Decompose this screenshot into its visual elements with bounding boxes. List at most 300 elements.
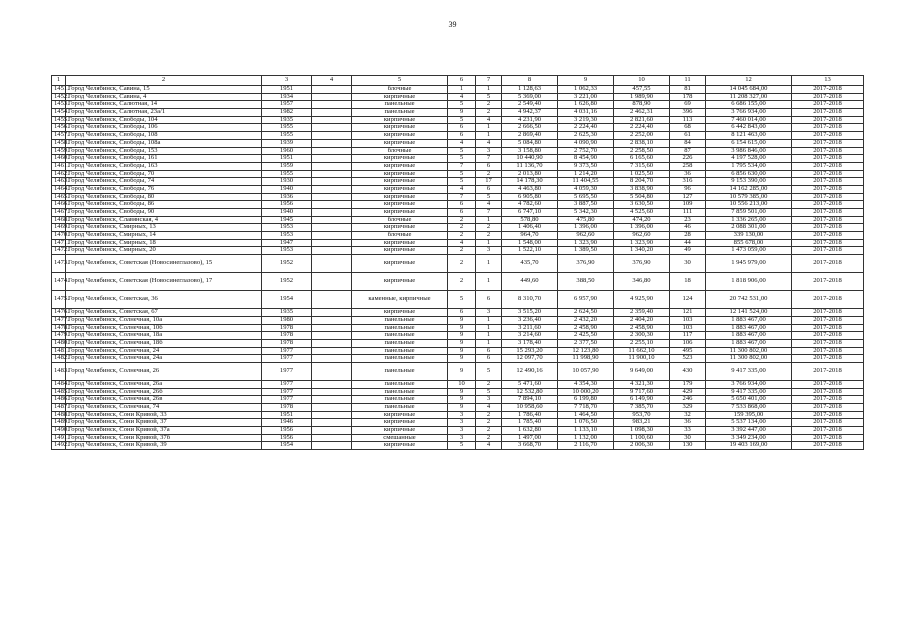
floors-cell: 7: [448, 193, 476, 201]
material-cell: панельные: [352, 362, 448, 380]
row-number: 1461.: [52, 162, 66, 170]
area-private-cell: 4 321,30: [614, 380, 670, 388]
col4-cell: [312, 434, 352, 442]
cost-cell: 19 403 169,00: [706, 442, 792, 450]
residents-cell: 246: [670, 396, 706, 404]
residents-cell: 61: [670, 132, 706, 140]
area-private-cell: 6 149,90: [614, 396, 670, 404]
table-header-row: [52, 76, 864, 86]
address-cell: Город Челябинск, Салютная, 14: [66, 101, 262, 109]
year-cell: 1939: [262, 139, 312, 147]
address-cell: Город Челябинск, Солнечная, 10а: [66, 316, 262, 324]
entrances-cell: 4: [476, 116, 502, 124]
row-number: 1487.: [52, 404, 66, 412]
material-cell: каменные, кирпичные: [352, 291, 448, 309]
area-total-cell: 15 293,20: [502, 347, 558, 355]
cost-cell: 7 460 014,00: [706, 116, 792, 124]
col4-cell: [312, 93, 352, 101]
cost-cell: 14 045 684,00: [706, 86, 792, 94]
address-cell: Город Челябинск, Сони Кривой, 37: [66, 419, 262, 427]
material-cell: кирпичные: [352, 116, 448, 124]
period-cell: 2017-2018: [792, 139, 864, 147]
material-cell: панельные: [352, 109, 448, 117]
address-cell: Город Челябинск, Сони Кривой, 33: [66, 411, 262, 419]
residents-cell: 523: [670, 355, 706, 363]
cost-cell: 855 678,00: [706, 239, 792, 247]
cost-cell: 11 300 802,00: [706, 347, 792, 355]
material-cell: кирпичные: [352, 93, 448, 101]
col4-cell: [312, 162, 352, 170]
area-living-cell: 4 090,90: [558, 139, 614, 147]
cost-cell: 4 197 528,00: [706, 155, 792, 163]
material-cell: кирпичные: [352, 193, 448, 201]
area-private-cell: 1 989,90: [614, 93, 670, 101]
column-header: 5: [352, 76, 448, 86]
area-total-cell: 2 666,50: [502, 124, 558, 132]
period-cell: 2017-2018: [792, 324, 864, 332]
area-total-cell: 578,80: [502, 216, 558, 224]
address-cell: Город Челябинск, Свободы, 163: [66, 162, 262, 170]
residents-cell: 430: [670, 362, 706, 380]
year-cell: 1956: [262, 434, 312, 442]
entrances-cell: 2: [476, 101, 502, 109]
area-living-cell: 3 221,00: [558, 93, 614, 101]
floors-cell: 2: [448, 273, 476, 291]
period-cell: 2017-2018: [792, 216, 864, 224]
material-cell: кирпичные: [352, 132, 448, 140]
period-cell: 2017-2018: [792, 178, 864, 186]
table-row: [52, 247, 864, 255]
row-number: 1474.: [52, 273, 66, 291]
address-cell: Город Челябинск, Смирных, 14: [66, 232, 262, 240]
area-private-cell: 8 204,70: [614, 178, 670, 186]
cost-cell: 7 533 868,00: [706, 404, 792, 412]
period-cell: 2017-2018: [792, 201, 864, 209]
col4-cell: [312, 404, 352, 412]
address-cell: Город Челябинск, Сони Кривой, 37а: [66, 427, 262, 435]
row-number: 1458.: [52, 139, 66, 147]
entrances-cell: 3: [476, 309, 502, 317]
entrances-cell: 1: [476, 132, 502, 140]
row-number: 1476.: [52, 309, 66, 317]
period-cell: 2017-2018: [792, 132, 864, 140]
col4-cell: [312, 193, 352, 201]
material-cell: панельные: [352, 388, 448, 396]
page-number: 39: [448, 20, 457, 29]
address-cell: Город Челябинск, Солнечная, 18б: [66, 339, 262, 347]
address-cell: Город Челябинск, Смирных, 20: [66, 247, 262, 255]
cost-cell: 3 766 934,00: [706, 380, 792, 388]
cost-cell: 6 154 615,00: [706, 139, 792, 147]
residents-cell: 127: [670, 193, 706, 201]
area-total-cell: 1 128,63: [502, 86, 558, 94]
cost-cell: 10 556 213,00: [706, 201, 792, 209]
row-number: 1457.: [52, 132, 66, 140]
entrances-cell: 6: [476, 355, 502, 363]
area-living-cell: 12 123,80: [558, 347, 614, 355]
col4-cell: [312, 339, 352, 347]
table-row: [52, 273, 864, 291]
year-cell: 1977: [262, 396, 312, 404]
area-private-cell: 2 838,10: [614, 139, 670, 147]
col4-cell: [312, 291, 352, 309]
row-number: 1452.: [52, 93, 66, 101]
area-private-cell: 2 462,31: [614, 109, 670, 117]
row-number: 1488.: [52, 411, 66, 419]
col4-cell: [312, 316, 352, 324]
floors-cell: 9: [448, 316, 476, 324]
area-living-cell: 1 133,10: [558, 427, 614, 435]
area-total-cell: 3 668,70: [502, 442, 558, 450]
year-cell: 1953: [262, 224, 312, 232]
floors-cell: 4: [448, 239, 476, 247]
material-cell: смешанные: [352, 434, 448, 442]
address-cell: Город Челябинск, Салютная, 23а/1: [66, 109, 262, 117]
floors-cell: 6: [448, 124, 476, 132]
address-cell: Город Челябинск, Солнечная, 26в: [66, 396, 262, 404]
area-private-cell: 2 404,20: [614, 316, 670, 324]
row-number: 1491.: [52, 434, 66, 442]
area-total-cell: 1 632,80: [502, 427, 558, 435]
residents-cell: 109: [670, 201, 706, 209]
area-living-cell: 8 454,90: [558, 155, 614, 163]
period-cell: 2017-2018: [792, 101, 864, 109]
material-cell: кирпичные: [352, 442, 448, 450]
address-cell: Город Челябинск, Славянская, 4: [66, 216, 262, 224]
column-header: 4: [312, 76, 352, 86]
year-cell: 1977: [262, 347, 312, 355]
year-cell: 1951: [262, 86, 312, 94]
area-private-cell: 962,60: [614, 232, 670, 240]
area-total-cell: 3 515,20: [502, 309, 558, 317]
period-cell: 2017-2018: [792, 396, 864, 404]
area-total-cell: 449,60: [502, 273, 558, 291]
area-living-cell: 1 132,00: [558, 434, 614, 442]
year-cell: 1946: [262, 419, 312, 427]
address-cell: Город Челябинск, Смирных, 13: [66, 224, 262, 232]
col4-cell: [312, 309, 352, 317]
entrances-cell: 4: [476, 139, 502, 147]
residents-cell: 44: [670, 239, 706, 247]
year-cell: 1954: [262, 291, 312, 309]
area-total-cell: 6 747,10: [502, 209, 558, 217]
residents-cell: 495: [670, 347, 706, 355]
period-cell: 2017-2018: [792, 170, 864, 178]
area-total-cell: 2 013,80: [502, 170, 558, 178]
year-cell: 1930: [262, 178, 312, 186]
year-cell: 1954: [262, 442, 312, 450]
row-number: 1468.: [52, 216, 66, 224]
col4-cell: [312, 209, 352, 217]
floors-cell: 9: [448, 355, 476, 363]
residents-cell: 258: [670, 162, 706, 170]
address-cell: Город Челябинск, Свободы, 104: [66, 116, 262, 124]
period-cell: 2017-2018: [792, 273, 864, 291]
floors-cell: 9: [448, 347, 476, 355]
residents-cell: 87: [670, 147, 706, 155]
area-living-cell: 4 059,30: [558, 185, 614, 193]
material-cell: панельные: [352, 339, 448, 347]
address-cell: Город Челябинск, Солнечная, 26б: [66, 388, 262, 396]
col4-cell: [312, 396, 352, 404]
entrances-cell: 1: [476, 216, 502, 224]
period-cell: 2017-2018: [792, 232, 864, 240]
entrances-cell: 7: [476, 155, 502, 163]
area-living-cell: 4 031,16: [558, 109, 614, 117]
col4-cell: [312, 139, 352, 147]
area-living-cell: 9 373,50: [558, 162, 614, 170]
row-number: 1472.: [52, 247, 66, 255]
cost-cell: 3 392 447,00: [706, 427, 792, 435]
row-number: 1482.: [52, 355, 66, 363]
entrances-cell: 17: [476, 178, 502, 186]
cost-cell: 9 153 390,00: [706, 178, 792, 186]
area-living-cell: 1 389,50: [558, 247, 614, 255]
year-cell: 1953: [262, 232, 312, 240]
period-cell: 2017-2018: [792, 116, 864, 124]
residents-cell: 23: [670, 216, 706, 224]
row-number: 1453.: [52, 101, 66, 109]
residents-cell: 396: [670, 109, 706, 117]
area-living-cell: 5 695,50: [558, 193, 614, 201]
entrances-cell: 2: [476, 427, 502, 435]
floors-cell: 5: [448, 147, 476, 155]
entrances-cell: 1: [476, 324, 502, 332]
address-cell: Город Челябинск, Свободы, 90: [66, 209, 262, 217]
row-number: 1475.: [52, 291, 66, 309]
col4-cell: [312, 216, 352, 224]
area-living-cell: 10 057,90: [558, 362, 614, 380]
col4-cell: [312, 170, 352, 178]
floors-cell: 5: [448, 442, 476, 450]
year-cell: 1955: [262, 132, 312, 140]
area-total-cell: 8 310,70: [502, 291, 558, 309]
year-cell: 1980: [262, 316, 312, 324]
entrances-cell: 3: [476, 147, 502, 155]
cost-cell: 159 395,00: [706, 411, 792, 419]
area-total-cell: 14 178,30: [502, 178, 558, 186]
address-cell: Город Челябинск, Солнечная, 74: [66, 404, 262, 412]
cost-cell: 5 537 134,00: [706, 419, 792, 427]
period-cell: 2017-2018: [792, 442, 864, 450]
row-number: 1456.: [52, 124, 66, 132]
residents-cell: 96: [670, 185, 706, 193]
area-living-cell: 1 626,80: [558, 101, 614, 109]
row-number: 1481.: [52, 347, 66, 355]
residents-cell: 111: [670, 209, 706, 217]
area-private-cell: 5 504,80: [614, 193, 670, 201]
cost-cell: 6 856 630,00: [706, 170, 792, 178]
col4-cell: [312, 224, 352, 232]
table-row: [52, 339, 864, 347]
period-cell: 2017-2018: [792, 247, 864, 255]
floors-cell: 10: [448, 380, 476, 388]
year-cell: 1947: [262, 239, 312, 247]
entrances-cell: 2: [476, 419, 502, 427]
cost-cell: 1 883 467,00: [706, 332, 792, 340]
cost-cell: 6 686 155,00: [706, 101, 792, 109]
row-number: 1490.: [52, 427, 66, 435]
area-living-cell: 6 199,80: [558, 396, 614, 404]
entrances-cell: 6: [476, 291, 502, 309]
floors-cell: 5: [448, 101, 476, 109]
floors-cell: 4: [448, 185, 476, 193]
area-living-cell: 3 887,50: [558, 201, 614, 209]
area-private-cell: 7 385,70: [614, 404, 670, 412]
floors-cell: 5: [448, 155, 476, 163]
area-living-cell: 2 377,50: [558, 339, 614, 347]
period-cell: 2017-2018: [792, 209, 864, 217]
area-private-cell: 346,80: [614, 273, 670, 291]
column-header: 7: [476, 76, 502, 86]
material-cell: кирпичные: [352, 427, 448, 435]
column-header: 12: [706, 76, 792, 86]
material-cell: кирпичные: [352, 411, 448, 419]
address-cell: Город Челябинск, Солнечная, 26а: [66, 380, 262, 388]
address-cell: Город Челябинск, Савина, 4: [66, 93, 262, 101]
column-header: 6: [448, 76, 476, 86]
table-row: [52, 362, 864, 380]
area-living-cell: 388,50: [558, 273, 614, 291]
year-cell: 1955: [262, 170, 312, 178]
col4-cell: [312, 185, 352, 193]
year-cell: 1978: [262, 339, 312, 347]
floors-cell: 2: [448, 216, 476, 224]
area-living-cell: 1 464,50: [558, 411, 614, 419]
row-number: 1483.: [52, 362, 66, 380]
cost-cell: 11 208 327,00: [706, 93, 792, 101]
area-private-cell: 1 100,60: [614, 434, 670, 442]
period-cell: 2017-2018: [792, 380, 864, 388]
floors-cell: 4: [448, 93, 476, 101]
year-cell: 1935: [262, 309, 312, 317]
entrances-cell: 2: [476, 434, 502, 442]
cost-cell: 1 883 467,00: [706, 339, 792, 347]
year-cell: 1953: [262, 247, 312, 255]
col4-cell: [312, 116, 352, 124]
entrances-cell: 2: [476, 109, 502, 117]
area-total-cell: 5 369,00: [502, 93, 558, 101]
column-header: 2: [66, 76, 262, 86]
column-header: 8: [502, 76, 558, 86]
year-cell: 1940: [262, 209, 312, 217]
column-header: 11: [670, 76, 706, 86]
floors-cell: 2: [448, 255, 476, 273]
address-cell: Город Челябинск, Сони Кривой, 37б: [66, 434, 262, 442]
floors-cell: 2: [448, 224, 476, 232]
cost-cell: 9 417 335,00: [706, 388, 792, 396]
column-header: 10: [614, 76, 670, 86]
entrances-cell: 5: [476, 388, 502, 396]
entrances-cell: 1: [476, 239, 502, 247]
cost-cell: 2 088 301,00: [706, 224, 792, 232]
residents-cell: 68: [670, 124, 706, 132]
area-total-cell: 10 958,60: [502, 404, 558, 412]
address-cell: Город Челябинск, Савина, 15: [66, 86, 262, 94]
cost-cell: 3 349 234,00: [706, 434, 792, 442]
area-living-cell: 1 076,50: [558, 419, 614, 427]
address-cell: Город Челябинск, Свободы, 161: [66, 155, 262, 163]
col4-cell: [312, 109, 352, 117]
area-total-cell: 2 549,40: [502, 101, 558, 109]
table-row: [52, 291, 864, 309]
address-cell: Город Челябинск, Свободы, 106: [66, 124, 262, 132]
area-living-cell: 3 219,30: [558, 116, 614, 124]
row-number: 1466.: [52, 201, 66, 209]
area-private-cell: 2 821,60: [614, 116, 670, 124]
area-living-cell: 10 000,20: [558, 388, 614, 396]
year-cell: 1936: [262, 193, 312, 201]
housing-registry-table: [51, 75, 864, 450]
area-living-cell: 475,80: [558, 216, 614, 224]
floors-cell: 6: [448, 209, 476, 217]
address-cell: Город Челябинск, Сони Кривой, 39: [66, 442, 262, 450]
floors-cell: 6: [448, 132, 476, 140]
table-row: [52, 139, 864, 147]
floors-cell: 9: [448, 396, 476, 404]
area-living-cell: 2 432,20: [558, 316, 614, 324]
material-cell: кирпичные: [352, 255, 448, 273]
residents-cell: 121: [670, 309, 706, 317]
cost-cell: 10 579 385,00: [706, 193, 792, 201]
residents-cell: 124: [670, 291, 706, 309]
area-total-cell: 3 236,40: [502, 316, 558, 324]
material-cell: кирпичные: [352, 178, 448, 186]
col4-cell: [312, 239, 352, 247]
floors-cell: 1: [448, 86, 476, 94]
row-number: 1489.: [52, 419, 66, 427]
col4-cell: [312, 388, 352, 396]
floors-cell: 9: [448, 362, 476, 380]
address-cell: Город Челябинск, Солнечная, 26: [66, 362, 262, 380]
year-cell: 1956: [262, 201, 312, 209]
material-cell: кирпичные: [352, 201, 448, 209]
row-number: 1470.: [52, 232, 66, 240]
address-cell: Город Челябинск, Свободы, 153: [66, 147, 262, 155]
col4-cell: [312, 201, 352, 209]
area-total-cell: 1 548,00: [502, 239, 558, 247]
area-living-cell: 11 998,90: [558, 355, 614, 363]
area-private-cell: 983,21: [614, 419, 670, 427]
cost-cell: 1 818 906,00: [706, 273, 792, 291]
address-cell: Город Челябинск, Свободы, 76: [66, 185, 262, 193]
year-cell: 1951: [262, 155, 312, 163]
row-number: 1480.: [52, 339, 66, 347]
col4-cell: [312, 427, 352, 435]
material-cell: кирпичные: [352, 224, 448, 232]
residents-cell: 316: [670, 178, 706, 186]
material-cell: блочные: [352, 232, 448, 240]
area-total-cell: 2 869,40: [502, 132, 558, 140]
area-total-cell: 3 214,60: [502, 332, 558, 340]
area-living-cell: 5 342,30: [558, 209, 614, 217]
material-cell: блочные: [352, 86, 448, 94]
year-cell: 1957: [262, 101, 312, 109]
cost-cell: 1 336 265,00: [706, 216, 792, 224]
residents-cell: 18: [670, 273, 706, 291]
floors-cell: 5: [448, 291, 476, 309]
address-cell: Город Челябинск, Солнечная, 24: [66, 347, 262, 355]
row-number: 1455.: [52, 116, 66, 124]
area-private-cell: 3 630,50: [614, 201, 670, 209]
residents-cell: 226: [670, 155, 706, 163]
col4-cell: [312, 355, 352, 363]
col4-cell: [312, 247, 352, 255]
entrances-cell: 5: [476, 193, 502, 201]
period-cell: 2017-2018: [792, 147, 864, 155]
cost-cell: 20 742 531,00: [706, 291, 792, 309]
material-cell: панельные: [352, 347, 448, 355]
